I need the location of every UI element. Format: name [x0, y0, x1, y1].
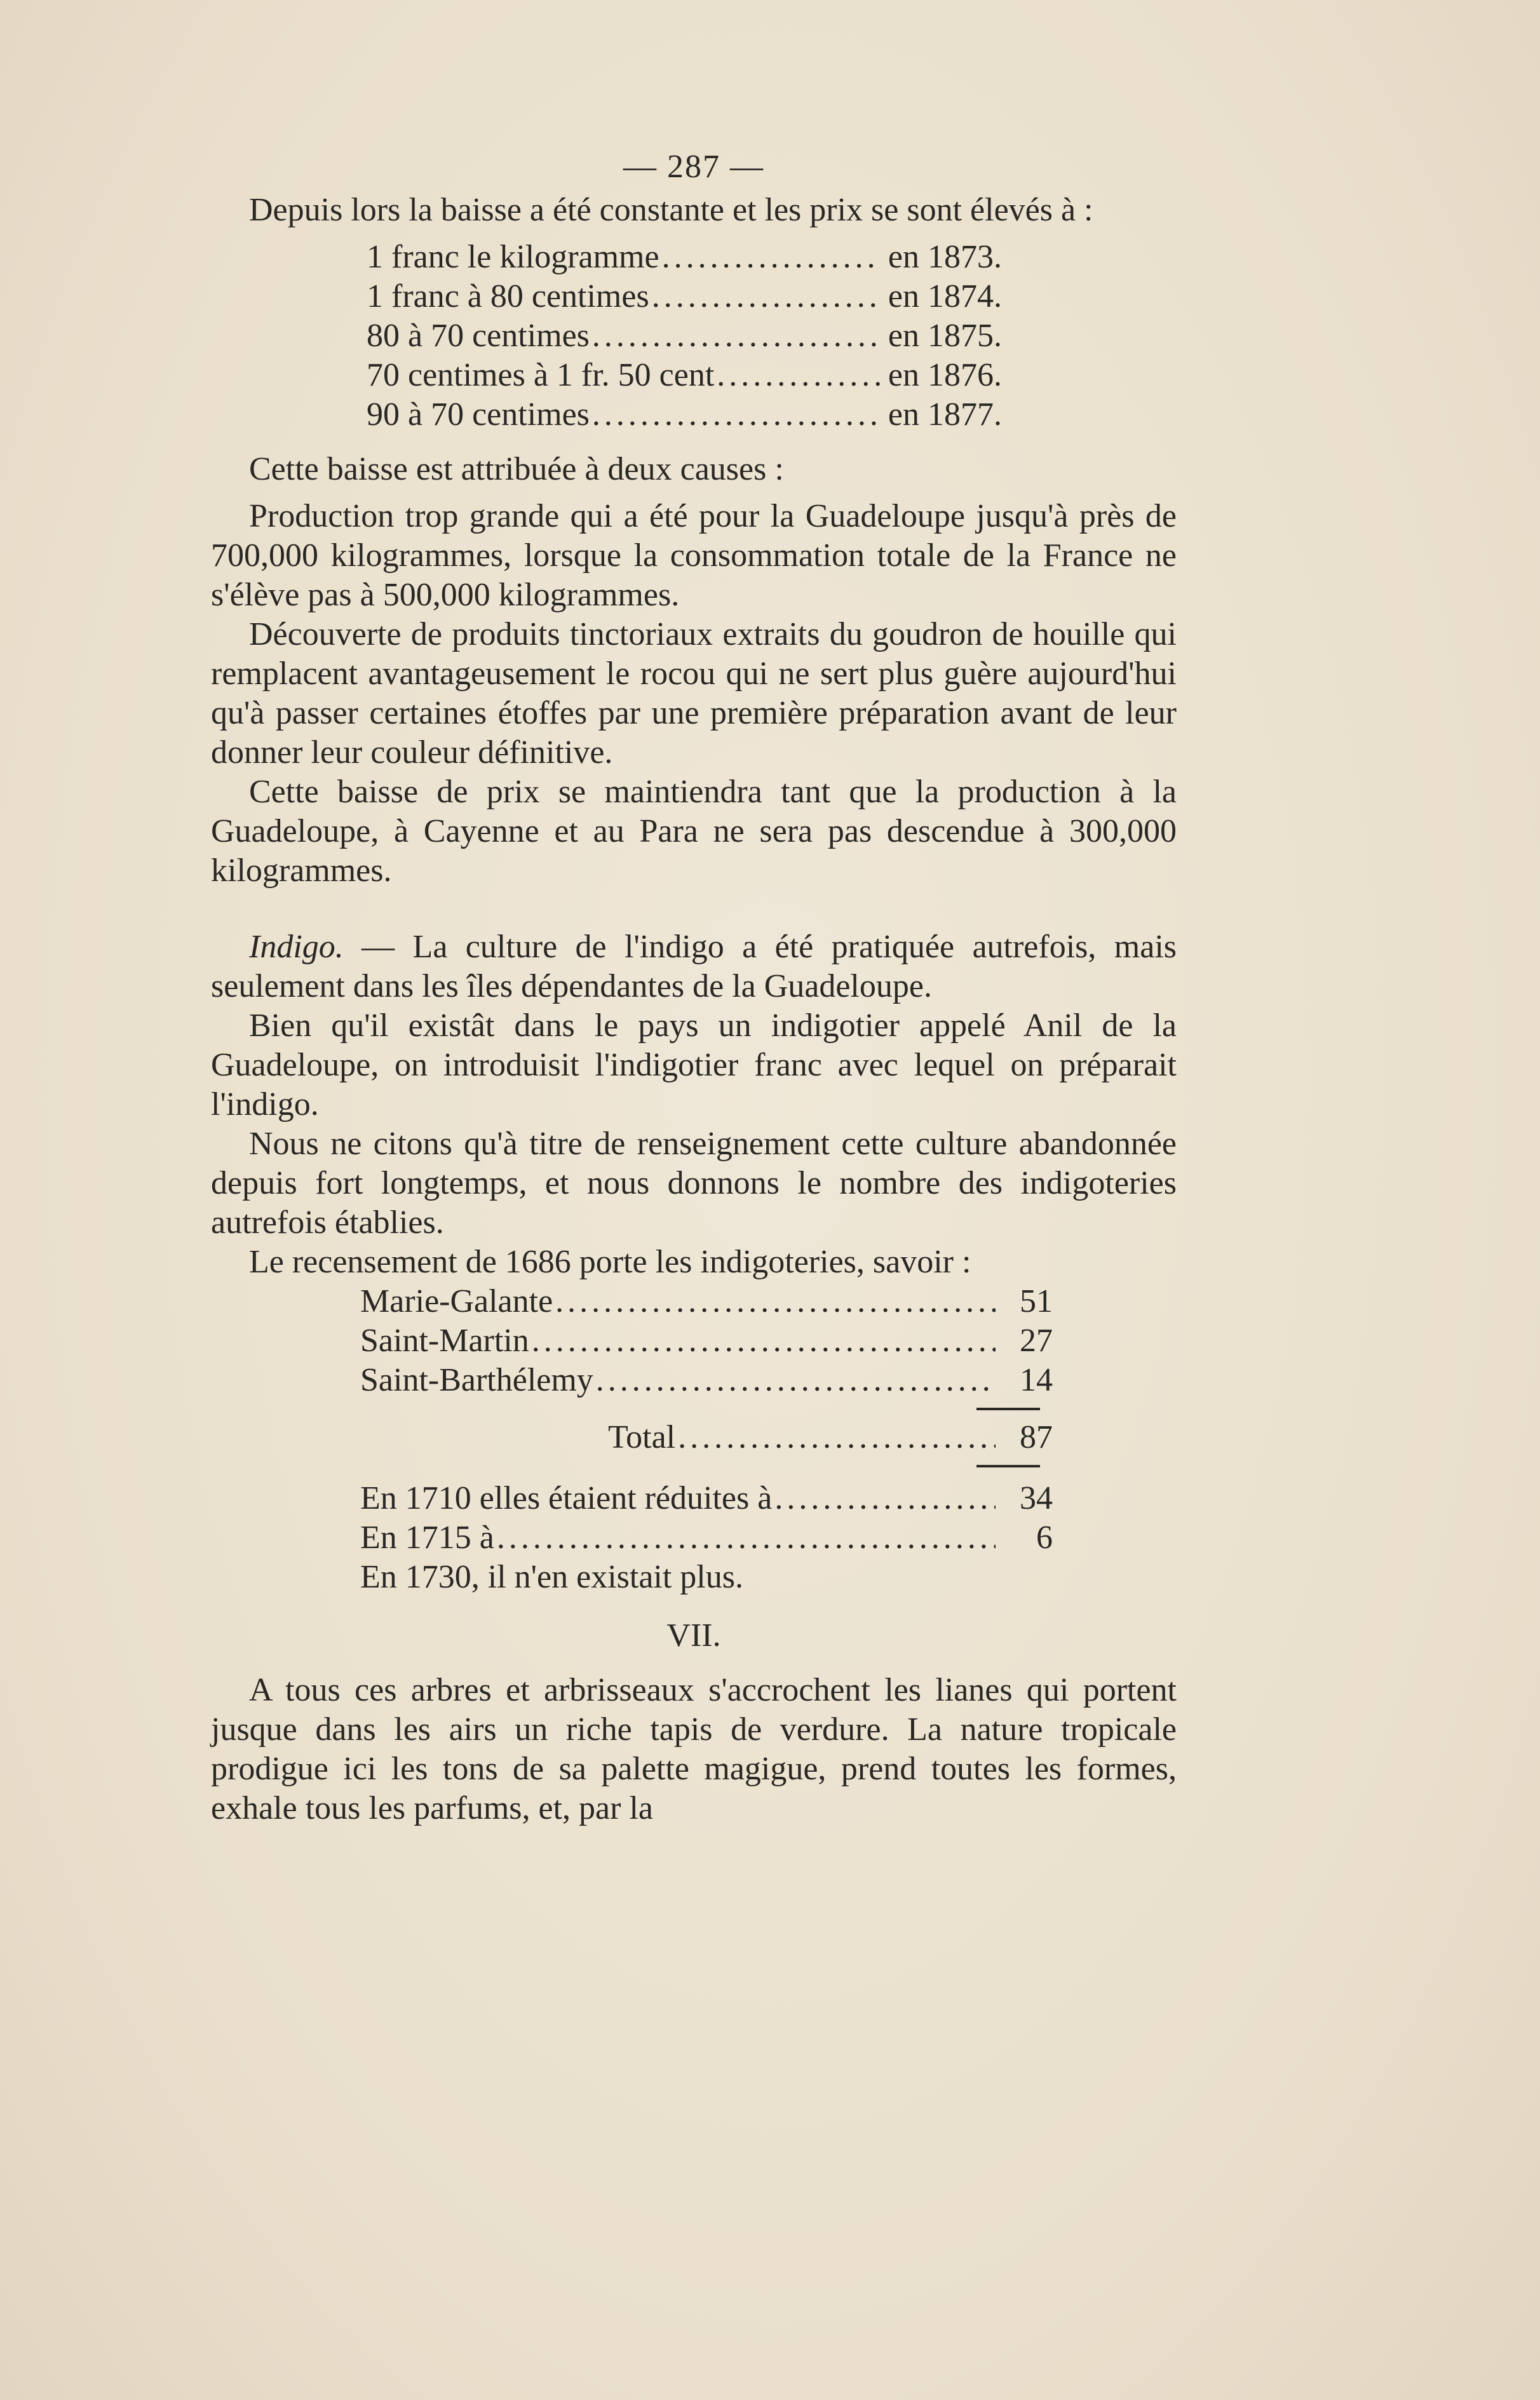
price-row: [367, 277, 1002, 316]
final-note: [360, 1558, 1053, 1597]
census-row: [360, 1321, 1053, 1361]
leader-dots: [553, 1282, 996, 1321]
leader-dots: [714, 356, 881, 395]
leader-dots: [772, 1479, 996, 1518]
total-row: [608, 1418, 1053, 1457]
price-label: 1 franc le kilogramme: [367, 239, 659, 275]
cause-paragraph: Découverte de produits tinctoriaux extraits du goudron de houille qui remplacent avantageusement le rocou qui ne sert plus guère aujourd'hui qu'à passer certaines étoffes par une première préparation avant de leur donner leur couleur définitive.: [211, 616, 1177, 771]
price-year: en 1875.: [888, 318, 1002, 354]
reduction-label: En 1715 à: [360, 1520, 494, 1556]
page-text: [211, 147, 1177, 1828]
total-count: 87: [1020, 1419, 1053, 1455]
indigo-paragraph: [211, 927, 1177, 1006]
census-intro: Le recensement de 1686 porte les indigoteries, savoir :: [249, 1244, 971, 1280]
price-row: [367, 238, 1002, 277]
sum-rule: [976, 1408, 1040, 1410]
price-row: [367, 395, 1002, 435]
leader-dots: [529, 1321, 996, 1361]
page-number: — 287 —: [623, 149, 764, 185]
price-year: en 1876.: [888, 357, 1002, 393]
census-count: 27: [1020, 1323, 1053, 1359]
intro-paragraph: Depuis lors la baisse a été constante et les prix se sont élevés à :: [249, 192, 1093, 228]
leader-dots: [659, 238, 881, 277]
section-number: VII.: [666, 1617, 721, 1654]
final-note-text: En 1730, il n'en existait plus.: [360, 1559, 743, 1595]
price-row: [367, 356, 1002, 395]
census-row: [360, 1361, 1053, 1400]
indigo-heading: Indigo.: [249, 929, 344, 965]
cause-paragraph: Production trop grande qui a été pour la Guadeloupe jusqu'à près de 700,000 kilogrammes, lorsque la consommation totale de la France ne s'élève pas à 500,000 kilogrammes.: [211, 498, 1177, 613]
indigo-paragraph: Bien qu'il existât dans le pays un indigotier appelé Anil de la Guadeloupe, on introduisit l'indigotier franc avec lequel on préparait l'indigo.: [211, 1008, 1177, 1122]
leader-dots: [593, 1361, 996, 1400]
price-year: en 1874.: [888, 278, 1002, 314]
census-row: [360, 1282, 1053, 1321]
reduction-count: 34: [1020, 1480, 1053, 1516]
indigo-text: — La culture de l'indigo a été pratiquée autrefois, mais seulement dans les îles dépendantes de la Guadeloupe.: [211, 929, 1177, 1004]
price-label: 90 à 70 centimes: [367, 396, 590, 433]
census-place: Saint-Martin: [360, 1323, 529, 1359]
reduction-row: [360, 1518, 1053, 1558]
reduction-label: En 1710 elles étaient réduites à: [360, 1480, 773, 1516]
census-place: Marie-Galante: [360, 1283, 553, 1319]
spacer: [211, 891, 1177, 927]
price-label: 70 centimes à 1 fr. 50 cent: [367, 357, 715, 393]
price-label: 80 à 70 centimes: [367, 318, 590, 354]
leader-dots: [590, 395, 881, 435]
leader-dots: [590, 316, 881, 356]
price-row: [367, 316, 1002, 356]
census-place: Saint-Barthélemy: [360, 1362, 593, 1398]
closing-paragraph: A tous ces arbres et arbrisseaux s'accrochent les lianes qui portent jusque dans les airs un riche tapis de verdure. La nature tropicale prodigue ici les tons de sa palette magigue, prend toutes les formes, exhale tous les parfums, et, par la: [211, 1672, 1177, 1826]
price-year: en 1877.: [888, 396, 1002, 433]
census-count: 51: [1020, 1283, 1053, 1319]
sum-rule: [976, 1465, 1040, 1467]
leader-dots: [494, 1518, 996, 1558]
indigo-paragraph: Nous ne citons qu'à titre de renseignement cette culture abandonnée depuis fort longtemps, et nous donnons le nombre des indigoteries autrefois établies.: [211, 1126, 1177, 1241]
causes-intro: Cette baisse est attribuée à deux causes :: [249, 451, 784, 487]
price-year: en 1873.: [888, 239, 1002, 275]
reduction-count: 6: [1036, 1520, 1053, 1556]
reduction-row: [360, 1479, 1053, 1518]
price-label: 1 franc à 80 centimes: [367, 278, 649, 314]
census-count: 14: [1020, 1362, 1053, 1398]
leader-dots: [649, 277, 881, 316]
total-label: Total: [608, 1419, 676, 1455]
forecast-paragraph: Cette baisse de prix se maintiendra tant que la production à la Guadeloupe, à Cayenne et au Para ne sera pas descendue à 300,000 kilogrammes.: [211, 774, 1177, 889]
leader-dots: [675, 1418, 996, 1457]
